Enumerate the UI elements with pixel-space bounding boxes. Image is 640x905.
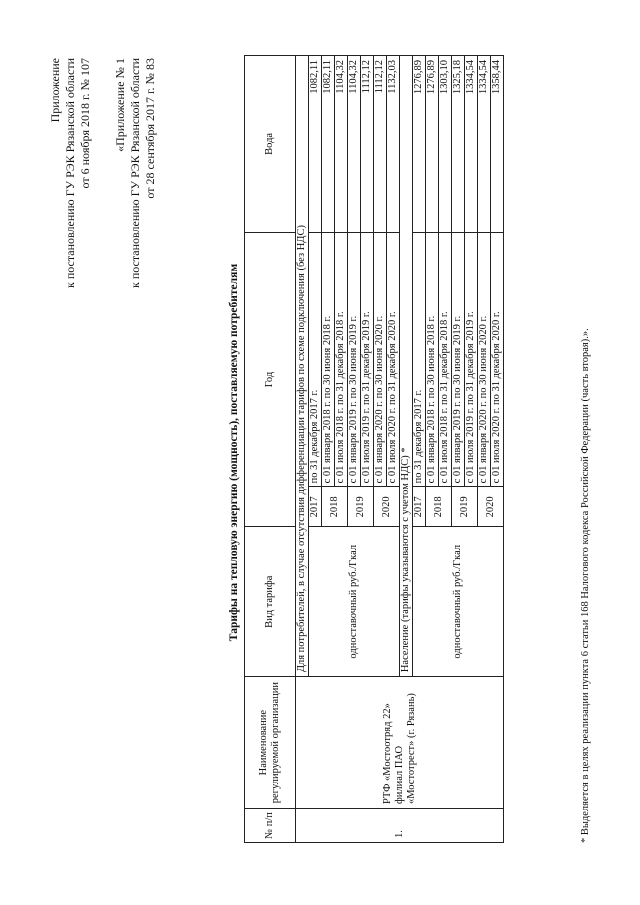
col-header-year: Год [245,232,296,527]
tariff-table [244,55,504,843]
col-header-org: Наименование регулируемой организации [245,677,296,809]
year-cell: 2017 [413,487,426,527]
header-line: «Приложение № 1 [113,58,127,152]
section-title: Для потребителей, в случае отсутствия дифференциации тарифов по схеме подключения (без НДС) [296,56,309,677]
period-cell: с 01 января 2020 г. по 30 июня 2020 г. [478,232,491,487]
col-header-num: № п/п [245,809,296,843]
year-cell: 2018 [322,487,348,527]
value-cell: 1334,54 [465,56,478,233]
row-number: 1. [296,809,504,843]
header-line: к постановлению ГУ РЭК Рязанской области [128,58,142,288]
tariff-type: одноставочный руб./Гкал [309,527,400,677]
period-cell: с 01 января 2018 г. по 30 июня 2018 г. [322,232,335,487]
header-line: Приложение [48,58,62,123]
appendix-header [48,58,93,288]
table-header-row [245,56,296,843]
value-cell: 1132,03 [387,56,400,233]
period-cell: по 31 декабря 2017 г. [309,232,322,487]
col-header-water: Вода [245,56,296,233]
value-cell: 1303,10 [439,56,452,233]
period-cell: с 01 июля 2018 г. по 31 декабря 2018 г. [335,232,348,487]
year-cell: 2020 [374,487,400,527]
section-row [296,56,309,843]
section-title: Население (тарифы указываются с учетом НДС) * [400,56,413,677]
period-cell: с 01 января 2020 г. по 30 июня 2020 г. [374,232,387,487]
period-cell: по 31 декабря 2017 г. [413,232,426,487]
header-line: от 28 сентября 2017 г. № 83 [143,58,157,199]
document-title: Тарифы на тепловую энергию (мощность), поставляемую потребителям [228,263,240,642]
footnote: * Выделяется в целях реализации пункта 6 статьи 168 Налогового кодекса Российской Федерации (часть вторая).». [580,328,591,843]
period-cell: с 01 июля 2019 г. по 31 декабря 2019 г. [361,232,374,487]
value-cell: 1276,89 [413,56,426,233]
organization-name: РТФ «Мостоотряд 22» филиал ПАО «Мостотрест» (г. Рязань) [296,677,504,809]
period-cell: с 01 июля 2020 г. по 31 декабря 2020 г. [387,232,400,487]
year-cell: 2020 [478,487,504,527]
value-cell: 1334,54 [478,56,491,233]
period-cell: с 01 июля 2018 г. по 31 декабря 2018 г. [439,232,452,487]
header-line: к постановлению ГУ РЭК Рязанской области [63,58,77,288]
year-cell: 2017 [309,487,322,527]
year-cell: 2018 [426,487,452,527]
tariff-type: одноставочный руб./Гкал [413,527,504,677]
value-cell: 1112,12 [361,56,374,233]
col-header-type: Вид тарифа [245,527,296,677]
value-cell: 1104,32 [335,56,348,233]
value-cell: 1104,32 [348,56,361,233]
value-cell: 1358,44 [491,56,504,233]
value-cell: 1082,11 [309,56,322,233]
period-cell: с 01 января 2019 г. по 30 июня 2019 г. [348,232,361,487]
value-cell: 1276,89 [426,56,439,233]
appendix-reference-header [113,58,158,288]
year-cell: 2019 [348,487,374,527]
value-cell: 1082,11 [322,56,335,233]
year-cell: 2019 [452,487,478,527]
period-cell: с 01 июля 2020 г. по 31 декабря 2020 г. [491,232,504,487]
header-line: от 6 ноября 2018 г. № 107 [78,58,92,189]
value-cell: 1325,18 [452,56,465,233]
period-cell: с 01 января 2019 г. по 30 июня 2019 г. [452,232,465,487]
value-cell: 1112,12 [374,56,387,233]
period-cell: с 01 июля 2019 г. по 31 декабря 2019 г. [465,232,478,487]
period-cell: с 01 января 2018 г. по 30 июня 2018 г. [426,232,439,487]
